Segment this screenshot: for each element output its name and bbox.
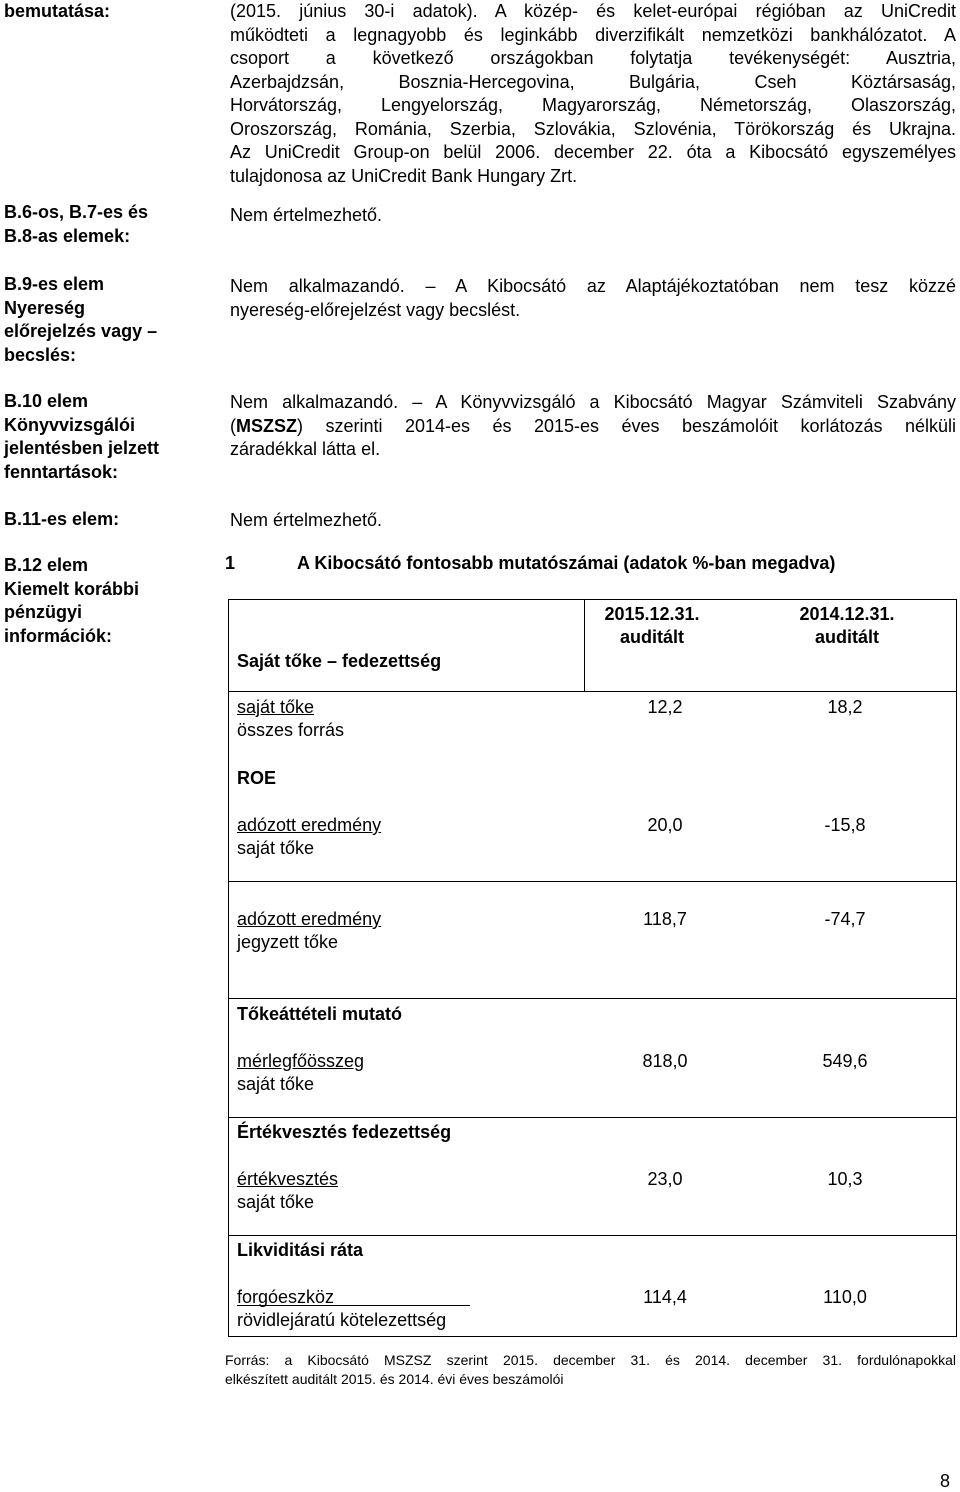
row-numerator: forgóeszköz — [237, 1287, 335, 1307]
table-header-bottom-rule — [228, 691, 957, 692]
label-bemutatas: bemutatása: — [4, 1, 111, 21]
label-b10: B.10 elem Könyvvizsgálói jelentésben jelzett fenntartások: — [4, 391, 160, 482]
value-2014: 10,3 — [827, 1169, 863, 1189]
row-denominator: saját tőke — [237, 838, 315, 858]
b10-text: Nem alkalmazandó. – A Könyvvizsgáló a Kibocsátó Magyar Számviteli Szabvány (MSZSZ) szerinti 2014-es és 2015-es éves beszámolóit korlátozás nélküli záradékkal látta el. — [230, 392, 956, 459]
value-2015: 118,7 — [643, 909, 687, 929]
value-2015: 818,0 — [642, 1051, 688, 1071]
row-denominator: jegyzett tőke — [237, 932, 339, 952]
value-2014: -74,7 — [824, 909, 866, 929]
row-numerator: mérlegfőösszeg — [237, 1051, 365, 1071]
row-denominator: saját tőke — [237, 1192, 315, 1212]
table-number: 1 — [225, 553, 236, 573]
row-denominator: saját tőke — [237, 1074, 315, 1094]
table-rule-impairment — [228, 1235, 957, 1236]
b6-text: Nem értelmezhető. — [230, 205, 383, 225]
value-2015: 20,0 — [647, 815, 683, 835]
value-2015: 114,4 — [643, 1287, 687, 1307]
value-2015: 12,2 — [647, 697, 683, 717]
b11-text: Nem értelmezhető. — [230, 510, 383, 530]
header-2015: 2015.12.31. auditált — [604, 604, 700, 647]
label-b9: B.9-es elem Nyereség előrejelzés vagy – becslés: — [4, 274, 158, 365]
row-numerator: értékvesztés — [237, 1169, 339, 1189]
value-2014: 110,0 — [823, 1287, 867, 1307]
value-2014: 549,6 — [822, 1051, 868, 1071]
row-denominator: összes forrás — [237, 720, 345, 740]
row-denominator: rövidlejáratú kötelezettség — [237, 1310, 447, 1330]
table-source-note: Forrás: a Kibocsátó MSZSZ szerint 2015. december 31. és 2014. december 31. fordulónapokkal elkészített auditált 2015. és 2014. évi éves beszámolói — [225, 1352, 956, 1387]
row-numerator: adózott eredmény — [237, 909, 382, 929]
value-2014: -15,8 — [824, 815, 866, 835]
row-numerator: saját tőke — [237, 697, 315, 717]
value-2014: 18,2 — [827, 697, 863, 717]
table-rule-roe-2 — [228, 998, 957, 999]
value-2015: 23,0 — [647, 1169, 683, 1189]
group-title-liquidity: Likviditási ráta — [237, 1240, 364, 1260]
table-rule-roe — [228, 881, 957, 882]
row-numerator: adózott eredmény — [237, 815, 382, 835]
label-b11: B.11-es elem: — [4, 509, 120, 529]
label-b12: B.12 elem Kiemelt korábbi pénzügyi információk: — [4, 555, 140, 646]
group-title-leverage: Tőkeáttételi mutató — [237, 1004, 403, 1024]
group-title-impairment: Értékvesztés fedezettség — [237, 1122, 452, 1142]
intro-paragraph: (2015. június 30-i adatok). A közép- és kelet-európai régióban az UniCredit működteti a legnagyobb és leginkább diverzifikált nemzetközi bankhálózatot. A csoport a következő országokban folytatja tevékenységét: Ausztria, Azerbajdzsán, Bosznia-Hercegovina, Bulgária, Cseh Köztársaság, Horvátország, Lengyelország, Magyarország, Németország, Olaszország, Oroszország, Románia, Szerbia, Szlovákia, Szlovénia, Törökország és Ukrajna. Az UniCredit Group-on belül 2006. december 22. óta a Kibocsátó egyszemélyes tulajdonosa az UniCredit Bank Hungary Zrt. — [230, 1, 956, 186]
header-2014: 2014.12.31. auditált — [799, 604, 895, 647]
fraction-bar — [237, 1305, 470, 1306]
group-title-roe: ROE — [237, 768, 277, 788]
table-title: A Kibocsátó fontosabb mutatószámai (adatok %-ban megadva) — [297, 553, 836, 573]
b9-text: Nem alkalmazandó. – A Kibocsátó az Alaptájékoztatóban nem tesz közzé nyereség-előrejelzést vagy becslést. — [230, 276, 956, 320]
group-title-equity-coverage: Saját tőke – fedezettség — [237, 651, 442, 671]
label-b6: B.6-os, B.7-es és B.8-as elemek: — [4, 202, 149, 246]
table-rule-leverage — [228, 1117, 957, 1118]
page-number: 8 — [940, 1471, 951, 1491]
